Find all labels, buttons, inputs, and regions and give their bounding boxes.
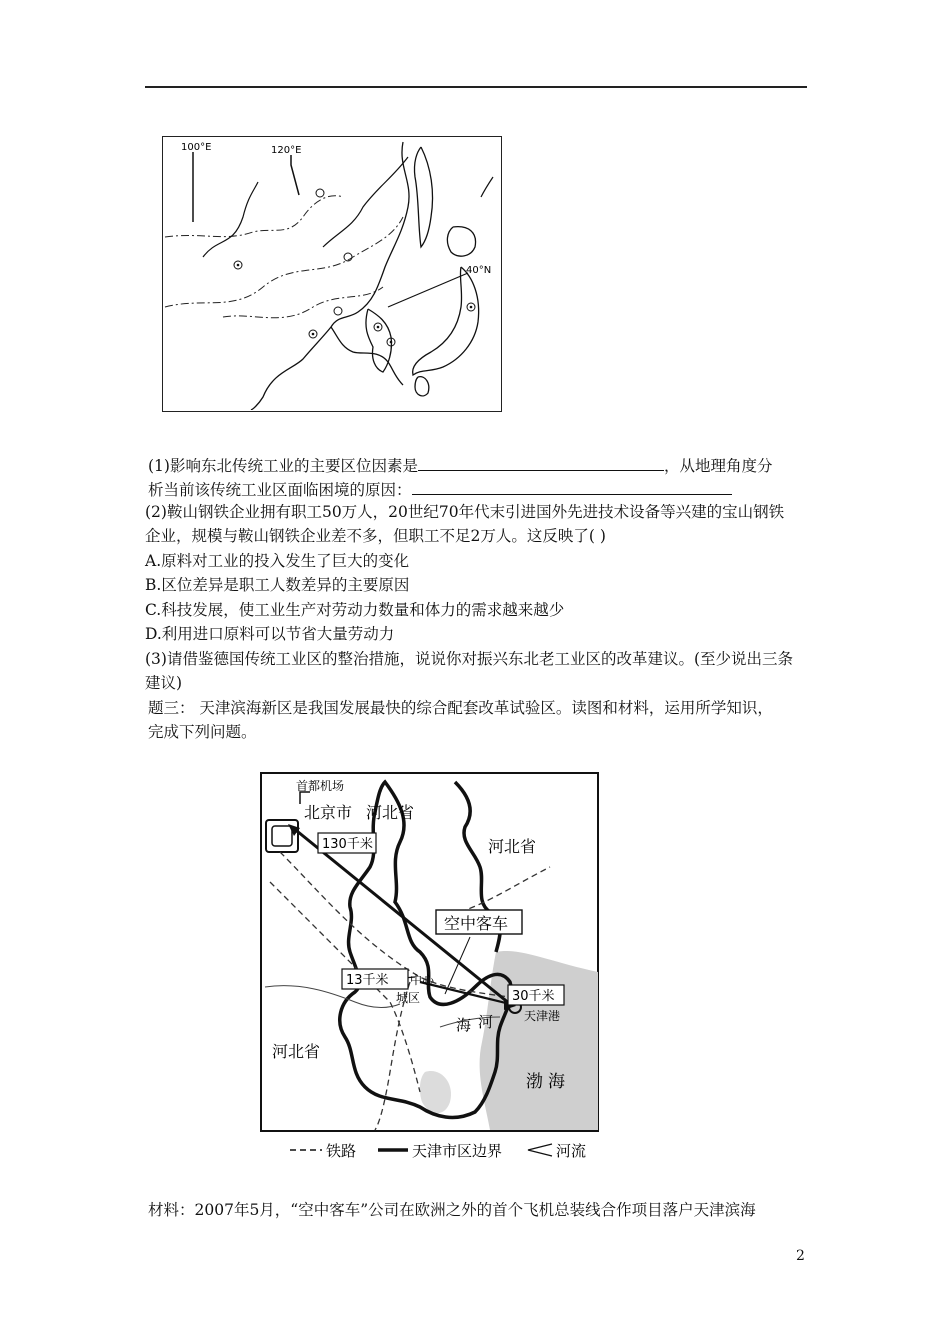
q3-line2: 建议) (145, 674, 183, 692)
q2-option-b: B.区位差异是职工人数差异的主要原因 (145, 576, 410, 594)
sakhalin-coast (414, 147, 432, 247)
kyushu-coast (415, 377, 429, 396)
latitude-40n (388, 273, 468, 307)
distance-30km: 30千米 (512, 989, 555, 1004)
q2-option-c: C.科技发展，使工业生产对劳动力数量和体力的需求越来越少 (145, 601, 565, 619)
river-line (323, 157, 408, 247)
hebei-left-label: 河北省 (272, 1042, 321, 1061)
beijing-label: 北京市 (304, 803, 353, 822)
answer-blank-1[interactable] (418, 452, 664, 471)
meridian-120e (291, 155, 299, 195)
q1-line2: 析当前该传统工业区面临困境的原因： (148, 476, 732, 502)
legend-border: 天津市区边界 (412, 1142, 503, 1160)
header-rule (145, 86, 807, 88)
river-line (203, 182, 258, 257)
coastline (331, 327, 403, 385)
material-text: 材料：2007年5月，“空中客车”公司在欧洲之外的首个飞机总装线合作项目落户天津滨海 (148, 1201, 756, 1219)
legend-river: 河流 (556, 1142, 587, 1160)
city-marker (334, 307, 342, 315)
topic3-line1: 题三： 天津滨海新区是我国发展最快的综合配套改革试验区。读图和材料，运用所学知识， (148, 699, 773, 717)
bohai-label-1: 渤 (526, 1072, 543, 1092)
city-marker (316, 189, 324, 197)
q1-line1: (1)影响东北传统工业的主要区位因素是 ，从地理角度分 (148, 452, 772, 478)
answer-blank-2[interactable] (412, 476, 732, 495)
q3-line1: (3)请借鉴德国传统工业区的整治措施，说说你对振兴东北老工业区的改革建议。(至少说出三条 (145, 650, 794, 668)
q2-line1: (2)鞍山钢铁企业拥有职工50万人，20世纪70年代末引进国外先进技术设备等兴建的宝山钢铁 (145, 503, 785, 521)
distance-130km: 130千米 (322, 837, 373, 852)
q2-line2: 企业，规模与鞍山钢铁企业差不多，但职工不足2万人。这反映了( ) (145, 527, 606, 545)
northeast-asia-map (162, 136, 502, 412)
tianjin-binhai-map (260, 772, 610, 1164)
lon-100-label: 100°E (181, 142, 212, 153)
lat-40-label: 40°N (466, 265, 492, 276)
legend-railway: 铁路 (326, 1142, 357, 1160)
port-label: 天津港 (524, 1009, 561, 1023)
center-label-2: 城区 (396, 991, 421, 1005)
lon-120-label: 120°E (271, 145, 302, 156)
border-line (165, 196, 343, 237)
topic3-line2: 完成下列问题。 (148, 723, 257, 741)
border-line (165, 217, 403, 307)
honshu-coast (413, 267, 479, 375)
airport-label: 首都机场 (296, 779, 345, 793)
river-label-he: 河 (478, 1013, 494, 1031)
q2-option-d: D.利用进口原料可以节省大量劳动力 (145, 625, 395, 643)
hokkaido-coast (447, 227, 475, 256)
hebei-right-label: 河北省 (488, 837, 537, 856)
kuril-coast (481, 177, 493, 197)
center-label-1: 中心 (410, 973, 435, 987)
bohai-label-2: 海 (548, 1072, 565, 1092)
page-number: 2 (796, 1248, 805, 1264)
river-label-hai: 海 (456, 1016, 472, 1034)
border-line (223, 287, 383, 318)
legend-river-swatch (528, 1144, 552, 1156)
q2-option-a: A.原料对工业的投入发生了巨大的变化 (145, 552, 410, 570)
distance-13km: 13千米 (346, 973, 389, 988)
hebei-top-label: 河北省 (366, 803, 415, 822)
airbus-label: 空中客车 (444, 914, 509, 933)
